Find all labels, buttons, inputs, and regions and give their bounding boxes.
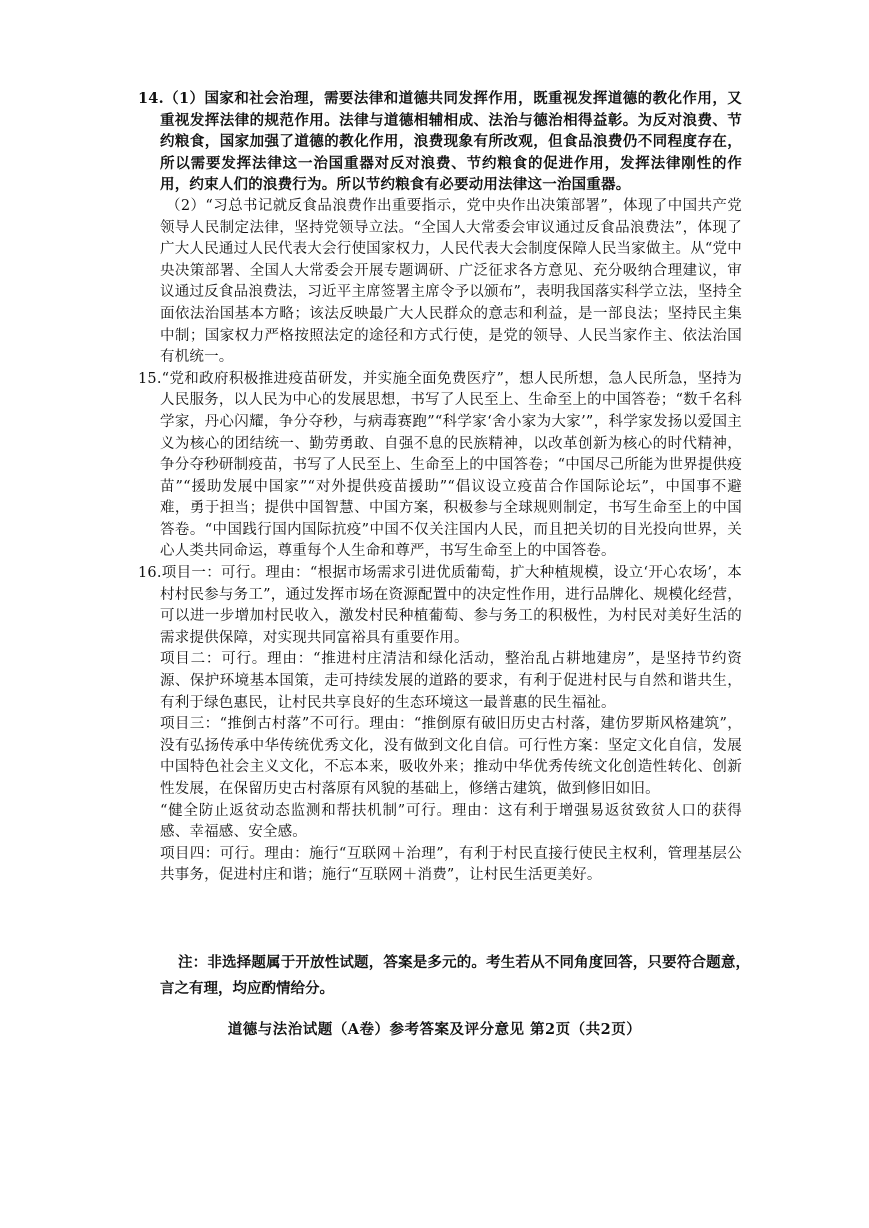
q14-part1: 14.（1）国家和社会治理，需要法律和道德共同发挥作用，既重视发挥道德的教化作用，又重视发挥法律的规范作用。法律与道德相辅相成、法治与德治相得益彰。为反对浪费、节约粮食，国家加强了道德的教化作用，浪费现象有所改观，但食品浪费仍不同程度存在，所以需要发挥法律这一治国重器对反对浪费、节约粮食的促进作用，发挥法律刚性的作用，约束人们的浪费行为。所以节约粮食有必要动用法律这一治国重器。 — [138, 90, 742, 194]
q16-project3: 项目三：“推倒古村落”不可行。理由：“推倒原有破旧历史古村落，建仿罗斯风格建筑”，没有弘扬传承中华传统优秀文化，没有做到文化自信。可行性方案：坚定文化自信，发展中国特色社会主义文化，不忘本来，吸收外来；推动中华优秀传统文化创造性转化、创新性发展，在保留历史古村落原有风貌的基础上，修缮古建筑，做到修旧如旧。 — [160, 716, 742, 797]
q14-part2: （2）“习总书记就反食品浪费作出重要指示，党中央作出决策部署”，体现了中国共产党领导人民制定法律，坚持党领导立法。“全国人大常委会审议通过反食品浪费法”，体现了广大人民通过人民代表大会行使国家权力，人民代表大会制度保障人民当家做主。从“党中央决策部署、全国人大常委会开展专题调研、广泛征求各方意见、充分吸纳合理建议，审议通过反食品浪费法，习近平主席签署主席令予以颁布”，表明我国落实科学立法，坚持全面依法治国基本方略；该法反映最广大人民群众的意志和利益，是一部良法；坚持民主集中制；国家权力严格按照法定的途径和方式行使，是党的领导、人民当家作主、依法治国有机统一。 — [160, 197, 742, 366]
scoring-note — [160, 950, 750, 1002]
q16-project3-extra: “健全防止返贫动态监测和帮扶机制”可行。理由：这有利于增强易返贫致贫人口的获得感、幸福感、安全感。 — [160, 802, 742, 841]
q16-project1: 16.项目一：可行。理由：“根据市场需求引进优质葡萄，扩大种植规模，设立‘开心农场’，本村村民参与务工”，通过发挥市场在资源配置中的决定性作用，进行品牌化、规模化经营，可以进一步增加村民收入，激发村民种植葡萄、参与务工的积极性，为村民对美好生活的需求提供保障，对实现共同富裕具有重要作用。 — [138, 565, 742, 646]
scoring-note-text: 注：非选择题属于开放性试题，答案是多元的。考生若从不同角度回答，只要符合题意，言之有理，均应酌情给分。 — [160, 954, 750, 997]
q16-project2: 项目二：可行。理由：“推进村庄清洁和绿化活动，整治乱占耕地建房”，是坚持节约资源、保护环境基本国策，走可持续发展的道路的要求，有利于促进村民与自然和谐共生，有利于绿色惠民，让村民共享良好的生态环境这一最普惠的民生福祉。 — [160, 651, 742, 711]
page-footer: 道德与法治试题（A卷）参考答案及评分意见 第2页（共2页） — [227, 1021, 642, 1038]
q15-answer: 15.“党和政府积极推进疫苗研发，并实施全面免费医疗”，想人民所想，急人民所急，坚持为人民服务，以人民为中心的发展思想，书写了人民至上、生命至上的中国答卷；“数千名科学家，丹心闪耀，争分夺秒，与病毒赛跑”“科学家‘舍小家为大家’”，科学家发扬以爱国主义为核心的团结统一、勤劳勇敢、自强不息的民族精神，以改革创新为核心的时代精神，争分夺秒研制疫苗，书写了人民至上、生命至上的中国答卷；“中国尽己所能为世界提供疫苗”“援助发展中国家”“对外提供疫苗援助”“倡议设立疫苗合作国际论坛”，中国事不避难，勇于担当；提供中国智慧、中国方案，积极参与全球规则制定，书写生命至上的中国答卷。“中国践行国内国际抗疫”中国不仅关注国内人民，而且把关切的目光投向世界，关心人类共同命运，尊重每个人生命和尊严，书写生命至上的中国答卷。 — [138, 370, 742, 560]
answer-content — [138, 88, 742, 887]
q16-project4: 项目四：可行。理由：施行“互联网＋治理”，有利于村民直接行使民主权利，管理基层公共事务，促进村庄和谐；施行“互联网＋消费”，让村民生活更美好。 — [160, 845, 742, 884]
